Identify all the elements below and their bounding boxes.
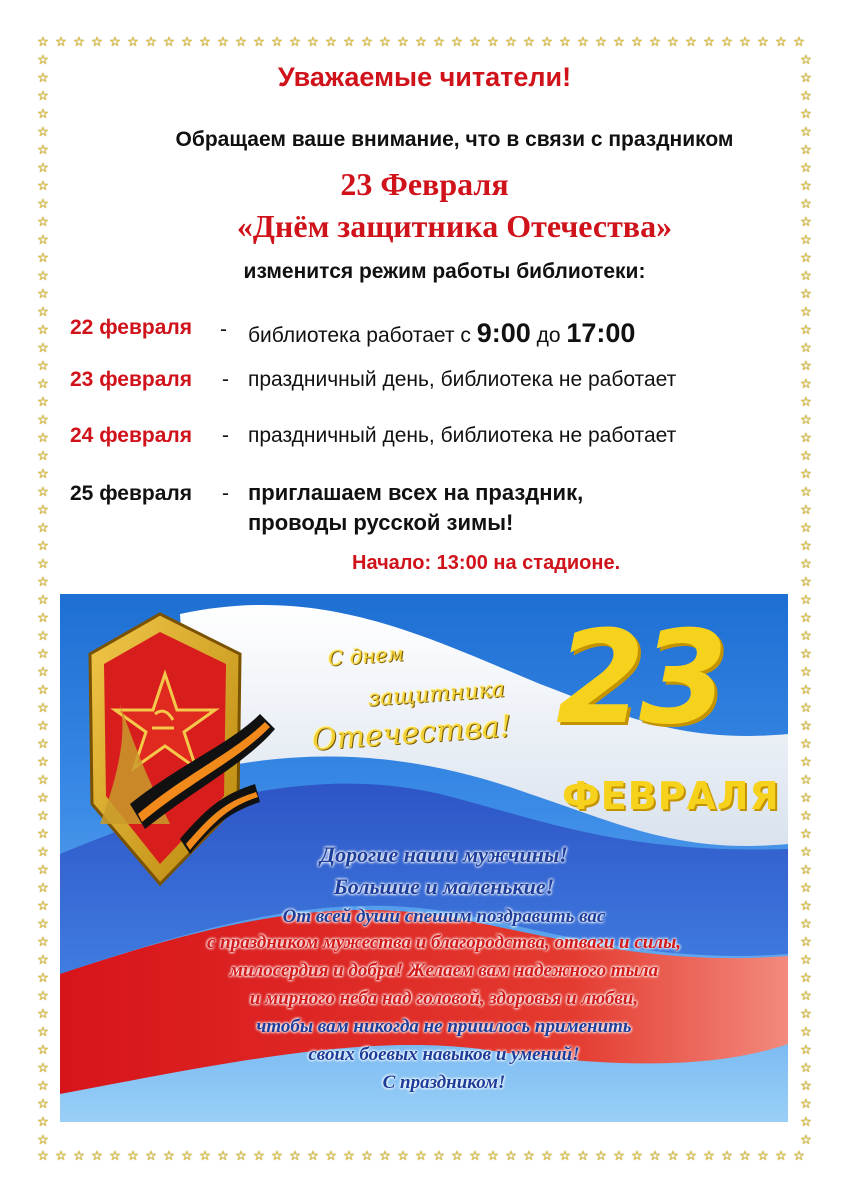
border-star-icon: ☆ bbox=[37, 1025, 49, 1040]
border-star-icon: ☆ bbox=[37, 485, 49, 500]
border-star-icon: ☆ bbox=[541, 1149, 553, 1164]
border-star-icon: ☆ bbox=[469, 35, 481, 50]
border-star-icon: ☆ bbox=[37, 1043, 49, 1058]
border-star-icon: ☆ bbox=[397, 35, 409, 50]
poster-script-line3: Отечества! bbox=[311, 709, 513, 758]
border-star-icon: ☆ bbox=[595, 1149, 607, 1164]
poster-big-number: 23 bbox=[556, 604, 723, 753]
border-star-icon: ☆ bbox=[37, 467, 49, 482]
border-star-icon: ☆ bbox=[667, 35, 679, 50]
border-star-icon: ☆ bbox=[775, 1149, 787, 1164]
border-star-icon: ☆ bbox=[800, 377, 812, 392]
schedule-day: 23 февраля bbox=[70, 368, 192, 391]
border-star-icon: ☆ bbox=[800, 917, 812, 932]
border-star-icon: ☆ bbox=[415, 35, 427, 50]
border-star-icon: ☆ bbox=[37, 755, 49, 770]
border-star-icon: ☆ bbox=[800, 161, 812, 176]
border-star-icon: ☆ bbox=[109, 1149, 121, 1164]
poster-script-line1: С днем bbox=[327, 641, 405, 671]
border-star-icon: ☆ bbox=[235, 35, 247, 50]
border-star-icon: ☆ bbox=[37, 719, 49, 734]
border-star-icon: ☆ bbox=[800, 611, 812, 626]
border-star-icon: ☆ bbox=[800, 503, 812, 518]
schedule-dash: - bbox=[222, 482, 229, 505]
schedule-day: 25 февраля bbox=[70, 482, 192, 505]
greeting-line: С праздником! bbox=[382, 1072, 506, 1093]
border-star-icon: ☆ bbox=[800, 899, 812, 914]
border-star-icon: ☆ bbox=[199, 1149, 211, 1164]
border-star-icon: ☆ bbox=[37, 431, 49, 446]
border-star-icon: ☆ bbox=[37, 647, 49, 662]
border-star-icon: ☆ bbox=[800, 593, 812, 608]
border-star-icon: ☆ bbox=[793, 35, 805, 50]
border-star-icon: ☆ bbox=[37, 35, 49, 50]
border-star-icon: ☆ bbox=[541, 35, 553, 50]
border-star-icon: ☆ bbox=[800, 953, 812, 968]
border-star-icon: ☆ bbox=[505, 1149, 517, 1164]
border-star-icon: ☆ bbox=[37, 107, 49, 122]
border-star-icon: ☆ bbox=[37, 629, 49, 644]
border-star-icon: ☆ bbox=[800, 1079, 812, 1094]
border-star-icon: ☆ bbox=[37, 449, 49, 464]
border-star-icon: ☆ bbox=[37, 1079, 49, 1094]
border-star-icon: ☆ bbox=[800, 341, 812, 356]
schedule-text-mid: до bbox=[530, 324, 567, 347]
border-star-icon: ☆ bbox=[37, 395, 49, 410]
border-star-icon: ☆ bbox=[559, 1149, 571, 1164]
border-star-icon: ☆ bbox=[37, 179, 49, 194]
border-star-icon: ☆ bbox=[271, 35, 283, 50]
border-star-icon: ☆ bbox=[37, 845, 49, 860]
border-star-icon: ☆ bbox=[37, 701, 49, 716]
poster-script-line2: защитника bbox=[367, 677, 506, 712]
border-star-icon: ☆ bbox=[775, 35, 787, 50]
border-star-icon: ☆ bbox=[800, 1061, 812, 1076]
border-star-icon: ☆ bbox=[721, 1149, 733, 1164]
border-star-icon: ☆ bbox=[631, 35, 643, 50]
border-star-icon: ☆ bbox=[613, 1149, 625, 1164]
border-star-icon: ☆ bbox=[451, 35, 463, 50]
border-star-icon: ☆ bbox=[37, 791, 49, 806]
border-star-icon: ☆ bbox=[37, 593, 49, 608]
border-star-icon: ☆ bbox=[397, 1149, 409, 1164]
border-star-icon: ☆ bbox=[37, 539, 49, 554]
border-star-icon: ☆ bbox=[37, 377, 49, 392]
border-star-icon: ☆ bbox=[145, 1149, 157, 1164]
border-star-icon: ☆ bbox=[703, 1149, 715, 1164]
schedule-desc bbox=[248, 318, 635, 349]
border-star-icon: ☆ bbox=[800, 737, 812, 752]
border-star-icon: ☆ bbox=[800, 449, 812, 464]
border-star-icon: ☆ bbox=[325, 1149, 337, 1164]
notice-date: 23 Февраля bbox=[340, 166, 509, 202]
border-star-icon: ☆ bbox=[37, 899, 49, 914]
border-star-icon: ☆ bbox=[800, 1133, 812, 1148]
border-star-icon: ☆ bbox=[37, 305, 49, 320]
border-star-icon: ☆ bbox=[181, 1149, 193, 1164]
border-star-icon: ☆ bbox=[800, 287, 812, 302]
border-star-icon: ☆ bbox=[800, 53, 812, 68]
border-star-icon: ☆ bbox=[37, 665, 49, 680]
border-star-icon: ☆ bbox=[757, 1149, 769, 1164]
border-star-icon: ☆ bbox=[613, 35, 625, 50]
border-star-icon: ☆ bbox=[505, 35, 517, 50]
border-star-icon: ☆ bbox=[217, 1149, 229, 1164]
schedule-day: 22 февраля bbox=[70, 316, 192, 339]
border-star-icon: ☆ bbox=[37, 575, 49, 590]
open-time: 9:00 bbox=[476, 318, 531, 348]
border-star-icon: ☆ bbox=[800, 233, 812, 248]
border-star-icon: ☆ bbox=[433, 35, 445, 50]
border-star-icon: ☆ bbox=[235, 1149, 247, 1164]
schedule-desc bbox=[248, 478, 583, 538]
border-star-icon: ☆ bbox=[739, 1149, 751, 1164]
border-star-icon: ☆ bbox=[37, 1133, 49, 1148]
border-star-icon: ☆ bbox=[800, 251, 812, 266]
schedule-line1: приглашаем всех на праздник, bbox=[248, 480, 584, 505]
schedule-text-before: библиотека работает с bbox=[248, 324, 477, 347]
border-star-icon: ☆ bbox=[800, 1025, 812, 1040]
border-star-icon: ☆ bbox=[800, 1115, 812, 1130]
border-star-icon: ☆ bbox=[703, 35, 715, 50]
border-star-icon: ☆ bbox=[37, 1115, 49, 1130]
border-star-icon: ☆ bbox=[800, 665, 812, 680]
border-star-icon: ☆ bbox=[379, 35, 391, 50]
schedule-desc: праздничный день, библиотека не работает bbox=[248, 424, 677, 447]
border-star-icon: ☆ bbox=[37, 71, 49, 86]
border-star-icon: ☆ bbox=[523, 1149, 535, 1164]
border-star-icon: ☆ bbox=[343, 35, 355, 50]
border-star-icon: ☆ bbox=[127, 1149, 139, 1164]
close-time: 17:00 bbox=[566, 318, 636, 348]
poster-month: ФЕВРАЛЯ bbox=[562, 774, 780, 818]
border-star-icon: ☆ bbox=[559, 35, 571, 50]
border-star-icon: ☆ bbox=[307, 35, 319, 50]
border-star-icon: ☆ bbox=[73, 1149, 85, 1164]
border-star-icon: ☆ bbox=[469, 1149, 481, 1164]
border-star-icon: ☆ bbox=[649, 1149, 661, 1164]
schedule-dash: - bbox=[222, 368, 229, 391]
schedule-dash: - bbox=[220, 318, 227, 341]
border-star-icon: ☆ bbox=[163, 1149, 175, 1164]
border-star-icon: ☆ bbox=[800, 557, 812, 572]
border-star-icon: ☆ bbox=[800, 269, 812, 284]
border-star-icon: ☆ bbox=[649, 35, 661, 50]
border-star-icon: ☆ bbox=[685, 35, 697, 50]
border-star-icon: ☆ bbox=[577, 1149, 589, 1164]
greeting-line: Дорогие наши мужчины! bbox=[320, 842, 568, 867]
greeting-line: чтобы вам никогда не пришлось применить bbox=[256, 1016, 632, 1037]
border-star-icon: ☆ bbox=[37, 683, 49, 698]
border-star-icon: ☆ bbox=[73, 35, 85, 50]
border-star-icon: ☆ bbox=[163, 35, 175, 50]
border-star-icon: ☆ bbox=[721, 35, 733, 50]
greeting-line: своих боевых навыков и умений! bbox=[308, 1044, 580, 1065]
border-star-icon: ☆ bbox=[800, 701, 812, 716]
border-star-icon: ☆ bbox=[37, 233, 49, 248]
border-star-icon: ☆ bbox=[800, 71, 812, 86]
border-star-icon: ☆ bbox=[37, 125, 49, 140]
greeting-line: и мирного неба над головой, здоровья и любви, bbox=[249, 988, 639, 1009]
border-star-icon: ☆ bbox=[800, 305, 812, 320]
border-star-icon: ☆ bbox=[451, 1149, 463, 1164]
border-star-icon: ☆ bbox=[800, 791, 812, 806]
border-star-icon: ☆ bbox=[37, 161, 49, 176]
border-star-icon: ☆ bbox=[800, 179, 812, 194]
border-star-icon: ☆ bbox=[37, 737, 49, 752]
holiday-poster bbox=[60, 594, 788, 1122]
border-star-icon: ☆ bbox=[217, 35, 229, 50]
greeting-line: милосердия и добра! Желаем вам надежного тыла bbox=[229, 960, 659, 981]
border-star-icon: ☆ bbox=[800, 143, 812, 158]
border-star-icon: ☆ bbox=[55, 1149, 67, 1164]
border-star-icon: ☆ bbox=[800, 863, 812, 878]
schedule-desc: праздничный день, библиотека не работает bbox=[248, 368, 677, 391]
border-star-icon: ☆ bbox=[800, 467, 812, 482]
border-star-icon: ☆ bbox=[37, 953, 49, 968]
border-star-icon: ☆ bbox=[37, 413, 49, 428]
border-star-icon: ☆ bbox=[361, 35, 373, 50]
border-star-icon: ☆ bbox=[800, 215, 812, 230]
start-note: Начало: 13:00 на стадионе. bbox=[352, 552, 621, 574]
border-star-icon: ☆ bbox=[145, 35, 157, 50]
border-star-icon: ☆ bbox=[379, 1149, 391, 1164]
border-star-icon: ☆ bbox=[37, 251, 49, 266]
border-star-icon: ☆ bbox=[800, 323, 812, 338]
border-star-icon: ☆ bbox=[37, 611, 49, 626]
border-star-icon: ☆ bbox=[37, 1149, 49, 1164]
border-star-icon: ☆ bbox=[55, 35, 67, 50]
border-star-icon: ☆ bbox=[37, 287, 49, 302]
border-star-icon: ☆ bbox=[37, 881, 49, 896]
border-star-icon: ☆ bbox=[37, 89, 49, 104]
border-star-icon: ☆ bbox=[800, 107, 812, 122]
border-star-icon: ☆ bbox=[37, 503, 49, 518]
border-star-icon: ☆ bbox=[37, 323, 49, 338]
border-star-icon: ☆ bbox=[37, 197, 49, 212]
border-star-icon: ☆ bbox=[800, 881, 812, 896]
border-star-icon: ☆ bbox=[325, 35, 337, 50]
border-star-icon: ☆ bbox=[800, 1043, 812, 1058]
border-star-icon: ☆ bbox=[667, 1149, 679, 1164]
greeting-line: От всей души спешим поздравить вас bbox=[282, 906, 606, 927]
border-star-icon: ☆ bbox=[253, 1149, 265, 1164]
border-star-icon: ☆ bbox=[800, 935, 812, 950]
border-star-icon: ☆ bbox=[271, 1149, 283, 1164]
border-star-icon: ☆ bbox=[37, 521, 49, 536]
border-star-icon: ☆ bbox=[800, 413, 812, 428]
notice-change: изменится режим работы библиотеки: bbox=[243, 260, 646, 283]
border-star-icon: ☆ bbox=[343, 1149, 355, 1164]
border-star-icon: ☆ bbox=[37, 863, 49, 878]
border-star-icon: ☆ bbox=[127, 35, 139, 50]
border-star-icon: ☆ bbox=[253, 35, 265, 50]
border-star-icon: ☆ bbox=[37, 341, 49, 356]
border-star-icon: ☆ bbox=[577, 35, 589, 50]
border-star-icon: ☆ bbox=[91, 1149, 103, 1164]
border-star-icon: ☆ bbox=[800, 719, 812, 734]
border-star-icon: ☆ bbox=[181, 35, 193, 50]
border-star-icon: ☆ bbox=[800, 125, 812, 140]
border-star-icon: ☆ bbox=[37, 143, 49, 158]
border-star-icon: ☆ bbox=[800, 809, 812, 824]
border-star-icon: ☆ bbox=[800, 1007, 812, 1022]
border-star-icon: ☆ bbox=[37, 971, 49, 986]
border-star-icon: ☆ bbox=[37, 359, 49, 374]
schedule-dash: - bbox=[222, 424, 229, 447]
border-star-icon: ☆ bbox=[800, 827, 812, 842]
border-star-icon: ☆ bbox=[800, 521, 812, 536]
border-star-icon: ☆ bbox=[37, 827, 49, 842]
notice-greeting: Уважаемые читатели! bbox=[277, 62, 572, 92]
border-star-icon: ☆ bbox=[800, 431, 812, 446]
border-star-icon: ☆ bbox=[37, 773, 49, 788]
border-star-icon: ☆ bbox=[800, 89, 812, 104]
border-star-icon: ☆ bbox=[37, 809, 49, 824]
border-star-icon: ☆ bbox=[37, 1007, 49, 1022]
greeting-line: с праздником мужества и благородства, отваги и силы, bbox=[206, 932, 682, 953]
border-star-icon: ☆ bbox=[109, 35, 121, 50]
border-star-icon: ☆ bbox=[800, 359, 812, 374]
border-star-icon: ☆ bbox=[91, 35, 103, 50]
border-star-icon: ☆ bbox=[37, 53, 49, 68]
border-star-icon: ☆ bbox=[800, 539, 812, 554]
border-star-icon: ☆ bbox=[37, 215, 49, 230]
schedule-line2: проводы русской зимы! bbox=[248, 510, 514, 535]
border-star-icon: ☆ bbox=[37, 269, 49, 284]
notice-intro: Обращаем ваше внимание, что в связи с праздником bbox=[175, 128, 734, 151]
border-star-icon: ☆ bbox=[800, 971, 812, 986]
border-star-icon: ☆ bbox=[37, 989, 49, 1004]
border-star-icon: ☆ bbox=[800, 575, 812, 590]
notice-holiday: «Днём защитника Отечества» bbox=[236, 208, 673, 244]
border-star-icon: ☆ bbox=[307, 1149, 319, 1164]
border-star-icon: ☆ bbox=[37, 935, 49, 950]
border-star-icon: ☆ bbox=[487, 35, 499, 50]
border-star-icon: ☆ bbox=[800, 1097, 812, 1112]
border-star-icon: ☆ bbox=[199, 35, 211, 50]
border-star-icon: ☆ bbox=[685, 1149, 697, 1164]
border-star-icon: ☆ bbox=[523, 35, 535, 50]
border-star-icon: ☆ bbox=[433, 1149, 445, 1164]
border-star-icon: ☆ bbox=[800, 845, 812, 860]
border-star-icon: ☆ bbox=[415, 1149, 427, 1164]
border-star-icon: ☆ bbox=[37, 917, 49, 932]
border-star-icon: ☆ bbox=[37, 1061, 49, 1076]
border-star-icon: ☆ bbox=[757, 35, 769, 50]
border-star-icon: ☆ bbox=[800, 683, 812, 698]
border-star-icon: ☆ bbox=[37, 557, 49, 572]
border-star-icon: ☆ bbox=[800, 485, 812, 500]
border-star-icon: ☆ bbox=[631, 1149, 643, 1164]
border-star-icon: ☆ bbox=[487, 1149, 499, 1164]
border-star-icon: ☆ bbox=[800, 197, 812, 212]
border-star-icon: ☆ bbox=[289, 1149, 301, 1164]
border-star-icon: ☆ bbox=[595, 35, 607, 50]
border-star-icon: ☆ bbox=[800, 395, 812, 410]
border-star-icon: ☆ bbox=[289, 35, 301, 50]
border-star-icon: ☆ bbox=[800, 773, 812, 788]
border-star-icon: ☆ bbox=[800, 989, 812, 1004]
border-star-icon: ☆ bbox=[793, 1149, 805, 1164]
border-star-icon: ☆ bbox=[800, 647, 812, 662]
border-star-icon: ☆ bbox=[800, 629, 812, 644]
greeting-line: Большие и маленькие! bbox=[333, 874, 555, 899]
border-star-icon: ☆ bbox=[800, 755, 812, 770]
schedule-day: 24 февраля bbox=[70, 424, 192, 447]
border-star-icon: ☆ bbox=[361, 1149, 373, 1164]
border-star-icon: ☆ bbox=[37, 1097, 49, 1112]
border-star-icon: ☆ bbox=[739, 35, 751, 50]
